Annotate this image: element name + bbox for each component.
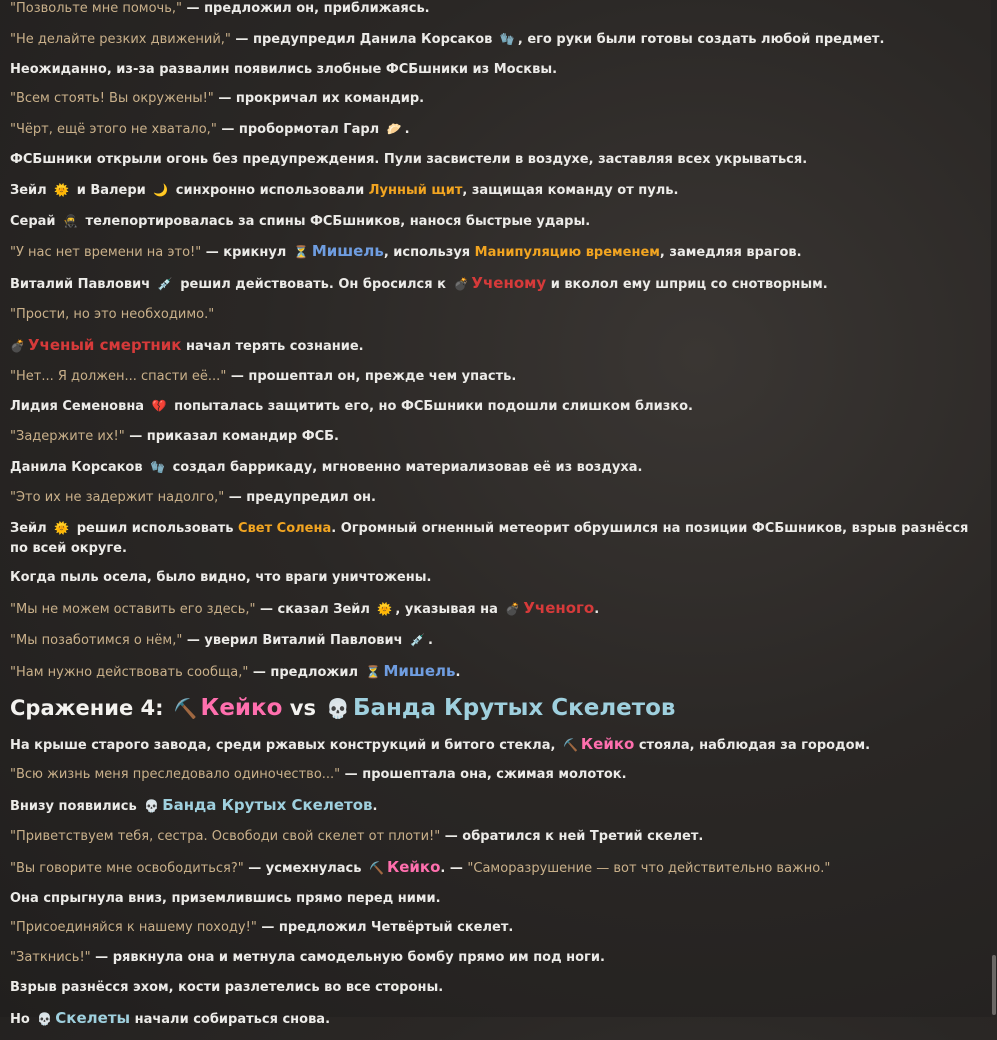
story-line: "Нет... Я должен... спасти её..." — прошептал он, прежде чем упасть. <box>10 368 517 384</box>
story-line: "Мы не можем оставить его здесь," — сказал Зейл 🌞 , указывая на 💣 Ученого. <box>10 599 600 618</box>
story-line: "Заткнись!" — рявкнула она и метнула самодельную бомбу прямо им под ноги. <box>10 950 605 966</box>
dumpling-icon: 🥟 <box>386 122 402 137</box>
moon-icon: 🌙 <box>153 182 169 197</box>
ability-name: Лунный щит <box>368 182 463 198</box>
story-line: Когда пыль осела, было видно, что враги уничтожены. <box>10 570 432 586</box>
story-line: Но 💀 Скелеты начали собираться снова. <box>10 1008 331 1027</box>
story-line: Внизу появились 💀 Банда Крутых Скелетов. <box>10 796 378 815</box>
story-line: "Позвольте мне помочь," — предложил он, приближаясь. <box>10 1 430 16</box>
story-line: На крыше старого завода, среди ржавых конструкций и битого стекла, ⛏️ Кейко стояла, наблюдая за городом. <box>10 734 871 753</box>
story-line: "Чёрт, ещё этого не хватало," — пробормотал Гарл 🥟 . <box>10 119 985 140</box>
gloves-icon: 🧤 <box>150 459 166 474</box>
hourglass-icon: ⏳ <box>365 664 381 679</box>
story-line: Неожиданно, из-за развалин появились злобные ФСБшники из Москвы. <box>10 61 558 77</box>
character-name: Мишель <box>383 661 456 680</box>
story-line: Зейл 🌞 и Валери 🌙 синхронно использовали Лунный щит, защищая команду от пуль. <box>10 180 985 201</box>
ninja-icon: 🥷 <box>63 213 79 228</box>
bomb-icon: 💣 <box>10 338 25 353</box>
skull-icon: 💀 <box>144 799 160 814</box>
syringe-icon: 💉 <box>410 632 426 647</box>
sun-icon: 🌞 <box>54 520 70 535</box>
bomb-icon: 💣 <box>453 277 469 292</box>
story-line: "Всем стоять! Вы окружены!" — прокричал их командир. <box>10 91 425 107</box>
skull-icon: 💀 <box>326 697 350 720</box>
fighter-name: Банда Крутых Скелетов <box>352 694 676 721</box>
story-line: "Нам нужно действовать сообща," — предложил ⏳ Мишель. <box>10 661 461 680</box>
sun-icon: 🌞 <box>377 602 393 617</box>
story-line: ФСБшники открыли огонь без предупреждения. Пули засвистели в воздухе, заставляя всех укрываться. <box>10 151 808 167</box>
character-name: Ученому <box>471 274 547 293</box>
story-log <box>10 0 985 1040</box>
story-line: "Приветствуем тебя, сестра. Освободи свой скелет от плоти!" — обратился к ней Третий скелет. <box>10 828 704 844</box>
gloves-icon: 🧤 <box>499 31 515 46</box>
story-line: Зейл 🌞 решил использовать Свет Солена. Огромный огненный метеорит обрушился на позиции ФСБшников, взрыв разнёсся по всей округе. <box>10 518 985 559</box>
battle-heading: Сражение 4: ⛏️ Кейко vs 💀 Банда Крутых Скелетов <box>10 693 985 724</box>
hammer-icon: ⛏️ <box>369 860 384 875</box>
broken-heart-icon: 💔 <box>151 399 167 414</box>
hourglass-icon: ⏳ <box>293 245 309 260</box>
ability-name: Манипуляцию временем <box>474 245 660 261</box>
fighter-name: Кейко <box>200 694 283 721</box>
character-name: Скелеты <box>55 1008 131 1027</box>
story-line: Она спрыгнула вниз, приземлившись прямо перед ними. <box>10 890 441 906</box>
syringe-icon: 💉 <box>157 277 173 292</box>
story-line: "Это их не задержит надолго," — предупредил он. <box>10 489 376 505</box>
scrollbar-thumb[interactable] <box>992 955 996 1015</box>
story-line: Серай 🥷 телепортировалась за спины ФСБшников, нанося быстрые удары. <box>10 211 985 232</box>
story-line: "У нас нет времени на это!" — крикнул ⏳ Мишель, используя Манипуляцию временем, замедляя врагов. <box>10 242 802 261</box>
story-line: Виталий Павлович 💉 решил действовать. Он бросился к 💣 Ученому и вколол ему шприц со снотворным. <box>10 274 828 293</box>
character-name: Ученый смертник <box>27 335 182 354</box>
hammer-icon: ⛏️ <box>173 697 198 720</box>
story-line: "Задержите их!" — приказал командир ФСБ. <box>10 429 339 445</box>
hammer-icon: ⛏️ <box>562 737 578 752</box>
story-line: Взрыв разнёсся эхом, кости разлетелись во все стороны. <box>10 979 444 995</box>
skull-icon: 💀 <box>37 1011 53 1026</box>
story-line: "Всю жизнь меня преследовало одиночество..." — прошептала она, сжимая молоток. <box>10 767 627 783</box>
ability-name: Свет Солена <box>238 520 332 536</box>
bomb-icon: 💣 <box>505 602 521 617</box>
scrollbar[interactable] <box>991 0 997 1017</box>
story-line: "Не делайте резких движений," — предупредил Данила Корсаков 🧤 , его руки были готовы создать любой предмет. <box>10 29 985 50</box>
story-line: "Вы говорите мне освободиться?" — усмехнулась ⛏️ Кейко. — "Саморазрушение — вот что действительно важно." <box>10 857 831 876</box>
sun-icon: 🌞 <box>54 182 70 197</box>
story-line: "Мы позаботимся о нём," — уверил Виталий Павлович 💉 . <box>10 630 985 651</box>
character-name: Ученого <box>523 599 595 618</box>
story-line: "Прости, но это необходимо." <box>10 306 215 322</box>
character-name: Кейко <box>386 857 441 876</box>
character-name: Кейко <box>580 734 635 753</box>
character-name: Мишель <box>311 242 384 261</box>
story-line: 💣 Ученый смертник начал терять сознание. <box>10 335 364 354</box>
story-line: Данила Корсаков 🧤 создал баррикаду, мгновенно материализовав её из воздуха. <box>10 457 985 478</box>
story-line: "Присоединяйся к нашему походу!" — предложил Четвёртый скелет. <box>10 920 514 936</box>
character-name: Банда Крутых Скелетов <box>162 796 373 815</box>
story-line: Лидия Семеновна 💔 попыталась защитить его, но ФСБшники подошли слишком близко. <box>10 396 985 417</box>
